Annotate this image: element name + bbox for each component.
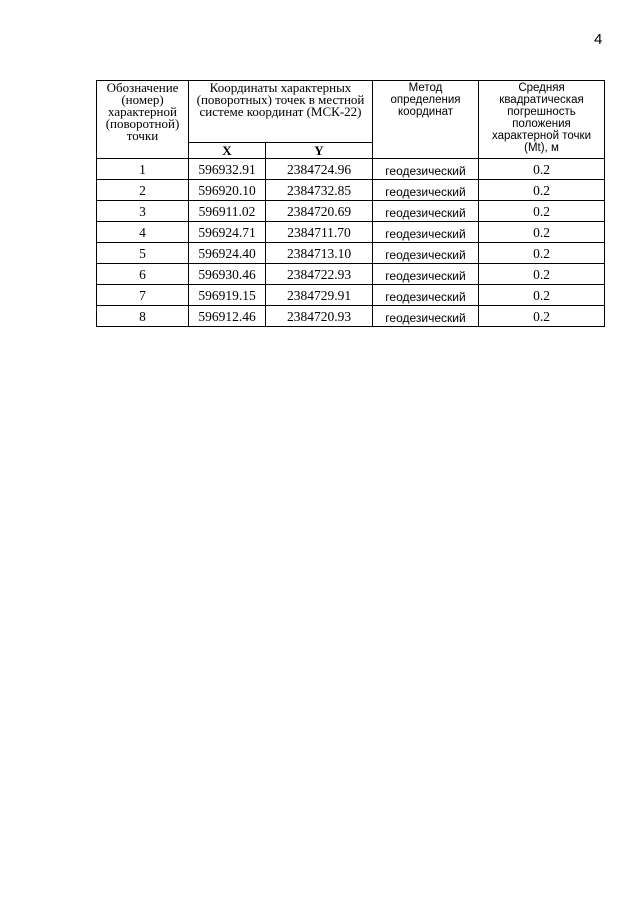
cell-mt: 0.2 xyxy=(479,306,605,327)
table-body xyxy=(97,159,605,327)
header-coordinates: Координаты характерных (поворотных) точек в местной системе координат (МСК-22) xyxy=(189,81,373,143)
cell-method: геодезический xyxy=(373,306,479,327)
table-row xyxy=(97,285,605,306)
cell-y: 2384720.93 xyxy=(266,306,373,327)
cell-y: 2384713.10 xyxy=(266,243,373,264)
table-row xyxy=(97,180,605,201)
cell-x: 596919.15 xyxy=(189,285,266,306)
cell-mt: 0.2 xyxy=(479,264,605,285)
cell-y: 2384729.91 xyxy=(266,285,373,306)
cell-x: 596924.71 xyxy=(189,222,266,243)
header-method: Метод определения координат xyxy=(373,81,479,159)
cell-method: геодезический xyxy=(373,285,479,306)
header-designation: Обозначение (номер) характерной (поворотной) точки xyxy=(97,81,189,159)
cell-y: 2384722.93 xyxy=(266,264,373,285)
page-number: 4 xyxy=(594,31,603,48)
cell-x: 596912.46 xyxy=(189,306,266,327)
cell-method: геодезический xyxy=(373,243,479,264)
table-row xyxy=(97,306,605,327)
cell-method: геодезический xyxy=(373,159,479,180)
cell-point: 8 xyxy=(97,306,189,327)
table-row xyxy=(97,159,605,180)
cell-x: 596932.91 xyxy=(189,159,266,180)
cell-y: 2384732.85 xyxy=(266,180,373,201)
cell-x: 596924.40 xyxy=(189,243,266,264)
header-x: X xyxy=(189,143,266,159)
cell-point: 5 xyxy=(97,243,189,264)
cell-point: 4 xyxy=(97,222,189,243)
table-row xyxy=(97,201,605,222)
cell-x: 596920.10 xyxy=(189,180,266,201)
cell-point: 2 xyxy=(97,180,189,201)
cell-mt: 0.2 xyxy=(479,285,605,306)
header-y: Y xyxy=(266,143,373,159)
cell-x: 596911.02 xyxy=(189,201,266,222)
cell-point: 7 xyxy=(97,285,189,306)
cell-method: геодезический xyxy=(373,222,479,243)
cell-mt: 0.2 xyxy=(479,243,605,264)
cell-mt: 0.2 xyxy=(479,201,605,222)
cell-mt: 0.2 xyxy=(479,222,605,243)
table-row xyxy=(97,243,605,264)
cell-point: 6 xyxy=(97,264,189,285)
cell-y: 2384720.69 xyxy=(266,201,373,222)
cell-x: 596930.46 xyxy=(189,264,266,285)
cell-y: 2384724.96 xyxy=(266,159,373,180)
table-row xyxy=(97,222,605,243)
cell-point: 1 xyxy=(97,159,189,180)
cell-method: геодезический xyxy=(373,201,479,222)
table-header-row xyxy=(97,81,605,143)
cell-y: 2384711.70 xyxy=(266,222,373,243)
table-row xyxy=(97,264,605,285)
header-accuracy: Средняя квадратическая погрешность положения характерной точки (Mt), м xyxy=(479,81,605,159)
cell-method: геодезический xyxy=(373,180,479,201)
cell-mt: 0.2 xyxy=(479,159,605,180)
cell-method: геодезический xyxy=(373,264,479,285)
cell-mt: 0.2 xyxy=(479,180,605,201)
cell-point: 3 xyxy=(97,201,189,222)
coordinates-table xyxy=(96,80,605,327)
